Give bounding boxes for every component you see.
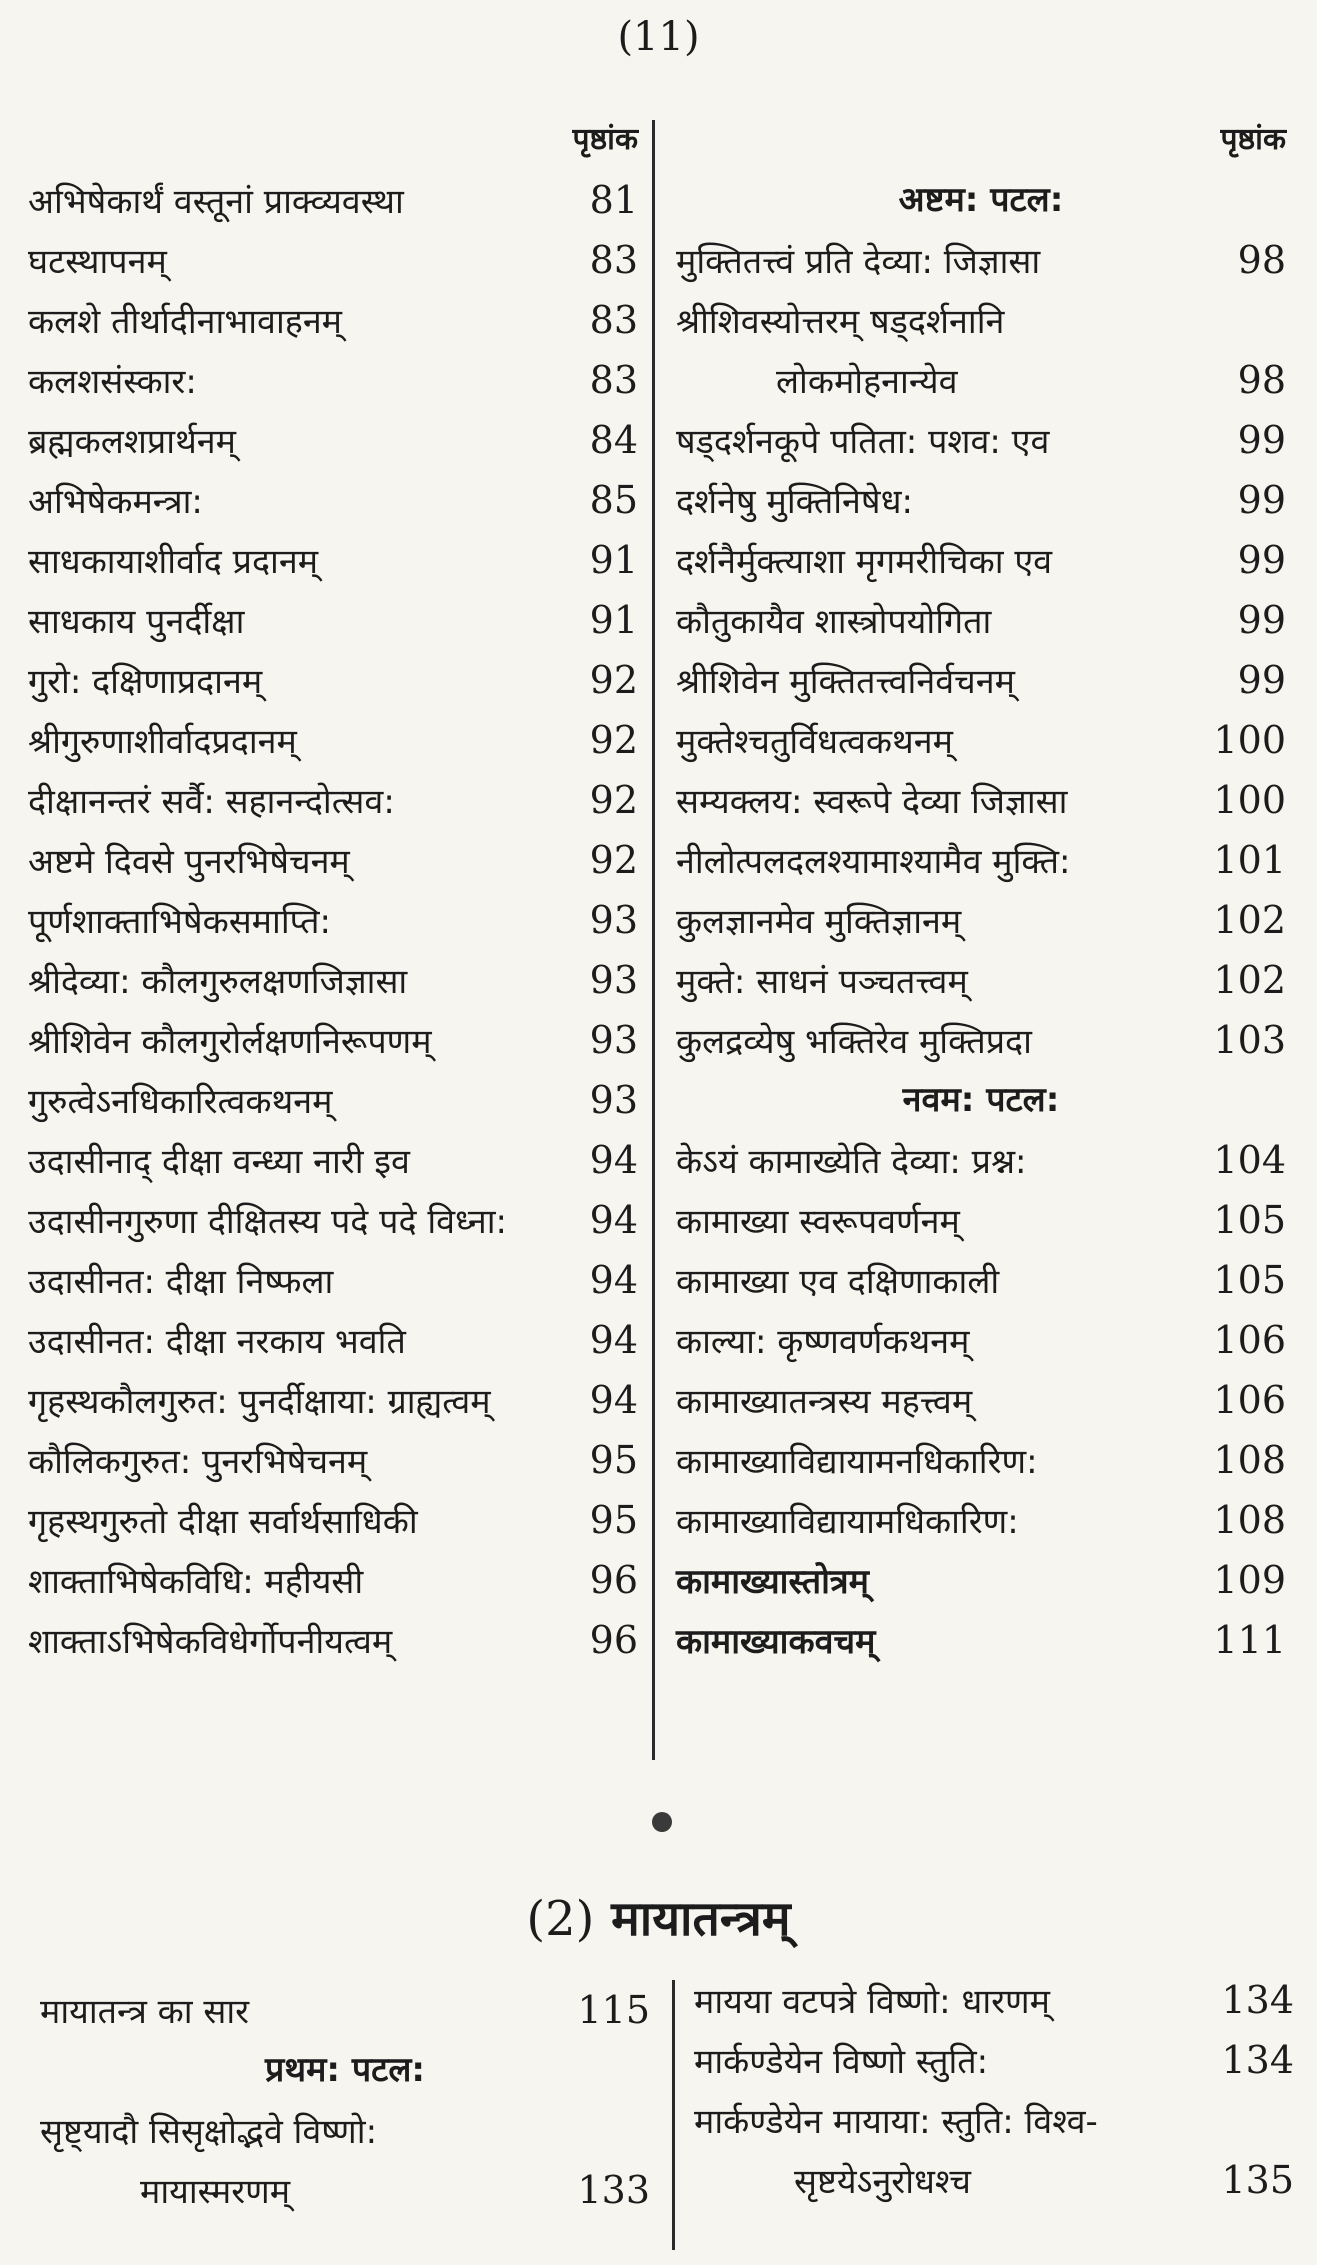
entry-title: केऽयं कामाख्येति देव्या: प्रश्न: xyxy=(676,1142,1027,1182)
list-item xyxy=(28,1610,638,1670)
list-item xyxy=(694,2030,1294,2090)
list-item xyxy=(676,410,1286,470)
entry-title: कौलिकगुरुत: पुनरभिषेचनम् xyxy=(28,1442,368,1482)
list-item xyxy=(28,410,638,470)
list-item xyxy=(676,1190,1286,1250)
entry-page: 104 xyxy=(1213,1138,1286,1182)
entry-title: मुक्तेश्चतुर्विधत्वकथनम् xyxy=(676,722,953,762)
entry-title: उदासीनत: दीक्षा निष्फला xyxy=(28,1262,334,1302)
entry-title: ब्रह्मकलशप्रार्थनम् xyxy=(28,422,237,462)
entry-page: 83 xyxy=(589,358,638,402)
entry-page: 93 xyxy=(589,898,638,942)
entry-page: 92 xyxy=(589,658,638,702)
entry-title: नीलोत्पलदलश्यामाश्यामैव मुक्ति: xyxy=(676,842,1071,882)
maya-right-column xyxy=(694,1970,1294,2210)
list-item xyxy=(28,1370,638,1430)
entry-title: अभिषेकार्थं वस्तूनां प्राक्व्यवस्था xyxy=(28,182,404,222)
entry-title: गृहस्थगुरुतो दीक्षा सर्वार्थसाधिकी xyxy=(28,1502,418,1542)
entry-page: 108 xyxy=(1213,1438,1286,1482)
entry-title: साधकायाशीर्वाद प्रदानम् xyxy=(28,542,319,582)
entry-page: 115 xyxy=(577,1988,650,2032)
list-item xyxy=(40,2160,650,2220)
list-item xyxy=(676,1370,1286,1430)
list-item xyxy=(28,950,638,1010)
list-item xyxy=(676,710,1286,770)
entry-title: श्रीगुरुणाशीर्वादप्रदानम् xyxy=(28,722,297,762)
entry-title: उदासीनगुरुणा दीक्षितस्य पदे पदे विध्ना: xyxy=(28,1202,507,1242)
entry-title: पूर्णशाक्ताभिषेकसमाप्ति: xyxy=(28,902,331,942)
entry-page: 92 xyxy=(589,718,638,762)
entry-page: 83 xyxy=(589,238,638,282)
list-item xyxy=(28,470,638,530)
list-item xyxy=(676,230,1286,290)
list-item xyxy=(676,290,1286,350)
entry-page: 109 xyxy=(1213,1558,1286,1602)
list-item xyxy=(676,1130,1286,1190)
list-item xyxy=(28,770,638,830)
list-item xyxy=(28,530,638,590)
list-item xyxy=(676,590,1286,650)
entry-page: 133 xyxy=(577,2168,650,2212)
list-item xyxy=(28,890,638,950)
entry-title: दर्शनैर्मुक्त्याशा मृगमरीचिका एव xyxy=(676,542,1053,582)
list-item xyxy=(676,1010,1286,1070)
entry-page: 94 xyxy=(589,1198,638,1242)
entry-page: 98 xyxy=(1237,238,1286,282)
entry-page: 83 xyxy=(589,298,638,342)
separator-bullet xyxy=(652,1812,672,1832)
entry-page: 134 xyxy=(1221,1978,1294,2022)
toc-left-column xyxy=(28,110,638,1670)
list-item xyxy=(676,530,1286,590)
entry-page: 98 xyxy=(1237,358,1286,402)
entry-title: श्रीदेव्या: कौलगुरुलक्षणजिज्ञासा xyxy=(28,962,408,1002)
entry-title: सृष्टयेऽनुरोधश्च xyxy=(794,2162,971,2202)
entry-title: श्रीशिवेन मुक्तितत्त्वनिर्वचनम् xyxy=(676,662,1015,702)
entry-page: 94 xyxy=(589,1258,638,1302)
list-item xyxy=(28,1490,638,1550)
entry-title: उदासीनाद् दीक्षा वन्ध्या नारी इव xyxy=(28,1142,410,1182)
entry-page: 111 xyxy=(1213,1618,1286,1662)
section-heading-pratham: प्रथम: पटल: xyxy=(265,2050,425,2090)
entry-page: 134 xyxy=(1221,2038,1294,2082)
list-item xyxy=(28,230,638,290)
entry-title: मार्कण्डेयेन मायाया: स्तुति: विश्व- xyxy=(694,2102,1098,2142)
entry-title: गृहस्थकौलगुरुत: पुनर्दीक्षाया: ग्राह्यत्वम् xyxy=(28,1382,491,1422)
entry-page: 101 xyxy=(1213,838,1286,882)
entry-page: 93 xyxy=(589,958,638,1002)
entry-page: 106 xyxy=(1213,1318,1286,1362)
list-item xyxy=(676,1310,1286,1370)
section-title xyxy=(0,1885,1317,1950)
list-item xyxy=(28,1310,638,1370)
section-title-text: मायातन्त्रम् xyxy=(611,1891,791,1947)
entry-title: लोकमोहनान्येव xyxy=(776,362,958,402)
entry-title: श्रीशिवस्योत्तरम् षड्दर्शनानि xyxy=(676,302,1005,342)
entry-title: साधकाय पुनर्दीक्षा xyxy=(28,602,245,642)
list-item xyxy=(28,830,638,890)
entry-page: 99 xyxy=(1237,418,1286,462)
toc-right-column xyxy=(676,110,1286,1670)
section-heading-ashtam: अष्टम: पटल: xyxy=(898,180,1064,220)
column-divider xyxy=(672,1980,675,2250)
list-item xyxy=(28,710,638,770)
entry-page: 99 xyxy=(1237,658,1286,702)
entry-title: शाक्ताऽभिषेकविधेर्गोपनीयत्वम् xyxy=(28,1622,393,1662)
list-item xyxy=(28,650,638,710)
list-item xyxy=(676,1550,1286,1610)
entry-title: कामाख्यास्तोत्रम् xyxy=(676,1562,869,1602)
entry-page: 93 xyxy=(589,1078,638,1122)
column-divider xyxy=(652,120,655,1760)
entry-page: 99 xyxy=(1237,598,1286,642)
list-item xyxy=(694,1970,1294,2030)
entry-page: 94 xyxy=(589,1378,638,1422)
entry-title: कामाख्याविद्यायामधिकारिण: xyxy=(676,1502,1019,1542)
entry-page: 94 xyxy=(589,1318,638,1362)
entry-title: कामाख्यातन्त्रस्य महत्त्वम् xyxy=(676,1382,973,1422)
entry-title: मायया वटपत्रे विष्णो: धारणम् xyxy=(694,1982,1050,2022)
list-item xyxy=(28,170,638,230)
list-item xyxy=(28,1250,638,1310)
section-heading-navam: नवम: पटल: xyxy=(902,1080,1060,1120)
list-item xyxy=(676,350,1286,410)
list-item xyxy=(676,770,1286,830)
entry-page: 108 xyxy=(1213,1498,1286,1542)
entry-page: 84 xyxy=(589,418,638,462)
page-column-header: पृष्ठांक xyxy=(1220,122,1286,157)
list-item xyxy=(28,1550,638,1610)
list-item xyxy=(28,1190,638,1250)
entry-title: कामाख्या एव दक्षिणाकाली xyxy=(676,1262,1000,1302)
entry-title: कलशसंस्कार: xyxy=(28,362,197,402)
entry-title: गुरुत्वेऽनधिकारित्वकथनम् xyxy=(28,1082,333,1122)
entry-title: कलशे तीर्थादीनाभावाहनम् xyxy=(28,302,343,342)
list-item xyxy=(676,1250,1286,1310)
list-item xyxy=(676,830,1286,890)
entry-title: उदासीनत: दीक्षा नरकाय भवति xyxy=(28,1322,406,1362)
list-item xyxy=(40,1980,650,2040)
entry-title: सृष्ट्यादौ सिसृक्षोद्भवे विष्णो: xyxy=(40,2112,378,2152)
entry-page: 85 xyxy=(589,478,638,522)
list-item xyxy=(28,350,638,410)
entry-title: गुरो: दक्षिणाप्रदानम् xyxy=(28,662,263,702)
entry-page: 94 xyxy=(589,1138,638,1182)
entry-page: 135 xyxy=(1221,2158,1294,2202)
entry-page: 93 xyxy=(589,1018,638,1062)
entry-page: 92 xyxy=(589,778,638,822)
entry-page: 95 xyxy=(589,1438,638,1482)
entry-page: 105 xyxy=(1213,1258,1286,1302)
entry-title: कामाख्याकवचम् xyxy=(676,1622,876,1662)
entry-title: काल्या: कृष्णवर्णकथनम् xyxy=(676,1322,970,1362)
entry-page: 96 xyxy=(589,1618,638,1662)
entry-page: 105 xyxy=(1213,1198,1286,1242)
entry-page: 95 xyxy=(589,1498,638,1542)
list-item xyxy=(676,1490,1286,1550)
list-item xyxy=(28,1430,638,1490)
entry-title: दर्शनेषु मुक्तिनिषेध: xyxy=(676,482,913,522)
entry-title: श्रीशिवेन कौलगुरोर्लक्षणनिरूपणम् xyxy=(28,1022,432,1062)
entry-page: 99 xyxy=(1237,478,1286,522)
entry-title: अष्टमे दिवसे पुनरभिषेचनम् xyxy=(28,842,350,882)
entry-title: सम्यक्लय: स्वरूपे देव्या जिज्ञासा xyxy=(676,782,1068,822)
list-item xyxy=(40,2100,650,2160)
entry-page: 96 xyxy=(589,1558,638,1602)
list-item xyxy=(694,2150,1294,2210)
entry-title: मुक्तितत्त्वं प्रति देव्या: जिज्ञासा xyxy=(676,242,1041,282)
list-item xyxy=(28,1010,638,1070)
entry-title: मुक्ते: साधनं पञ्चतत्त्वम् xyxy=(676,962,968,1002)
entry-title: मार्कण्डेयेन विष्णो स्तुति: xyxy=(694,2042,989,2082)
section-title-number: (2) xyxy=(526,1891,595,1947)
entry-title: कामाख्या स्वरूपवर्णनम् xyxy=(676,1202,960,1242)
entry-title: षड्दर्शनकूपे पतिता: पशव: एव xyxy=(676,422,1050,462)
list-item xyxy=(676,1610,1286,1670)
entry-title: दीक्षानन्तरं सर्वै: सहानन्दोत्सव: xyxy=(28,782,395,822)
list-item xyxy=(694,2090,1294,2150)
entry-title: कौतुकायैव शास्त्रोपयोगिता xyxy=(676,602,992,642)
entry-title: शाक्ताभिषेकविधि: महीयसी xyxy=(28,1562,364,1602)
entry-page: 106 xyxy=(1213,1378,1286,1422)
list-item xyxy=(676,950,1286,1010)
list-item xyxy=(28,1130,638,1190)
entry-page: 91 xyxy=(589,598,638,642)
entry-title: कुलज्ञानमेव मुक्तिज्ञानम् xyxy=(676,902,962,942)
list-item xyxy=(28,590,638,650)
entry-title: घटस्थापनम् xyxy=(28,242,167,282)
entry-title: मायास्मरणम् xyxy=(140,2172,291,2212)
list-item xyxy=(676,650,1286,710)
entry-page: 92 xyxy=(589,838,638,882)
entry-page: 91 xyxy=(589,538,638,582)
list-item xyxy=(28,1070,638,1130)
page-column-header: पृष्ठांक xyxy=(572,122,638,157)
entry-title: अभिषेकमन्त्रा: xyxy=(28,482,203,522)
entry-title: मायातन्त्र का सार xyxy=(40,1992,250,2032)
entry-title: कामाख्याविद्यायामनधिकारिण: xyxy=(676,1442,1038,1482)
entry-page: 100 xyxy=(1213,778,1286,822)
list-item xyxy=(676,890,1286,950)
list-item xyxy=(676,1430,1286,1490)
page-number: (11) xyxy=(617,14,700,60)
list-item xyxy=(676,470,1286,530)
entry-page: 103 xyxy=(1213,1018,1286,1062)
list-item xyxy=(28,290,638,350)
entry-page: 81 xyxy=(589,178,638,222)
maya-left-column xyxy=(40,1980,650,2220)
entry-page: 99 xyxy=(1237,538,1286,582)
entry-title: कुलद्रव्येषु भक्तिरेव मुक्तिप्रदा xyxy=(676,1022,1032,1062)
entry-page: 102 xyxy=(1213,898,1286,942)
entry-page: 100 xyxy=(1213,718,1286,762)
entry-page: 102 xyxy=(1213,958,1286,1002)
